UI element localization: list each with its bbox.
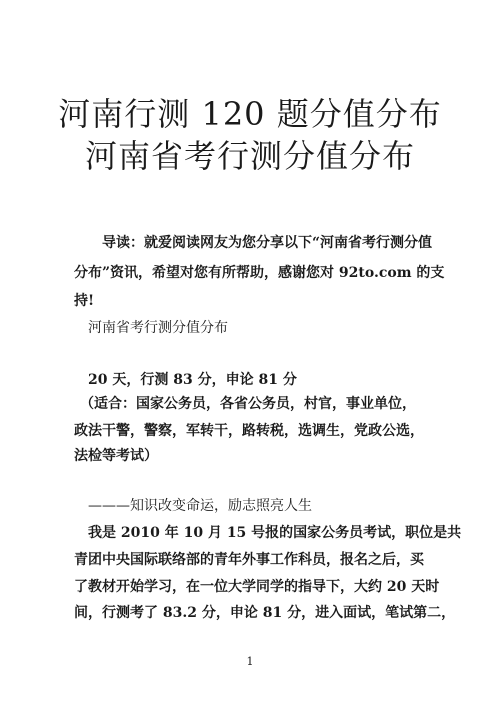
summary-line-3: 政法干警，警察，军转干，路转税，选调生，党政公选， bbox=[74, 423, 424, 439]
page-number: 1 bbox=[246, 655, 254, 668]
summary-line-4: 法检等考试） bbox=[74, 448, 158, 464]
body-line-1: 我是 2010 年 10 月 15 号报的国家公务员考试，职位是共 bbox=[88, 525, 462, 541]
summary-line-2: （适合：国家公务员，各省公务员，村官，事业单位， bbox=[80, 396, 416, 412]
intro-line-1: 导读：就爱阅读网友为您分享以下“河南省考行测分值 bbox=[102, 235, 433, 251]
document-title-line-1: 河南行测 120 题分值分布 bbox=[58, 95, 442, 133]
intro-line-3: 持! bbox=[74, 293, 95, 309]
body-line-4: 间，行测考了 83.2 分，申论 81 分，进入面试，笔试第二， bbox=[74, 605, 456, 621]
body-line-2: 青团中央国际联络部的青年外事工作科员，报名之后，买 bbox=[74, 552, 424, 568]
summary-line-1: 20 天，行测 83 分，申论 81 分 bbox=[88, 372, 297, 388]
motto: ———知识改变命运，励志照亮人生 bbox=[88, 498, 312, 514]
intro-line-2: 分布”资讯，希望对您有所帮助，感谢您对 92to.com 的支 bbox=[74, 265, 445, 281]
document-title-line-2: 河南省考行测分值分布 bbox=[84, 137, 415, 175]
subheading: 河南省考行测分值分布 bbox=[88, 320, 228, 336]
body-line-3: 了教材开始学习，在一位大学同学的指导下，大约 20 天时 bbox=[74, 579, 440, 595]
